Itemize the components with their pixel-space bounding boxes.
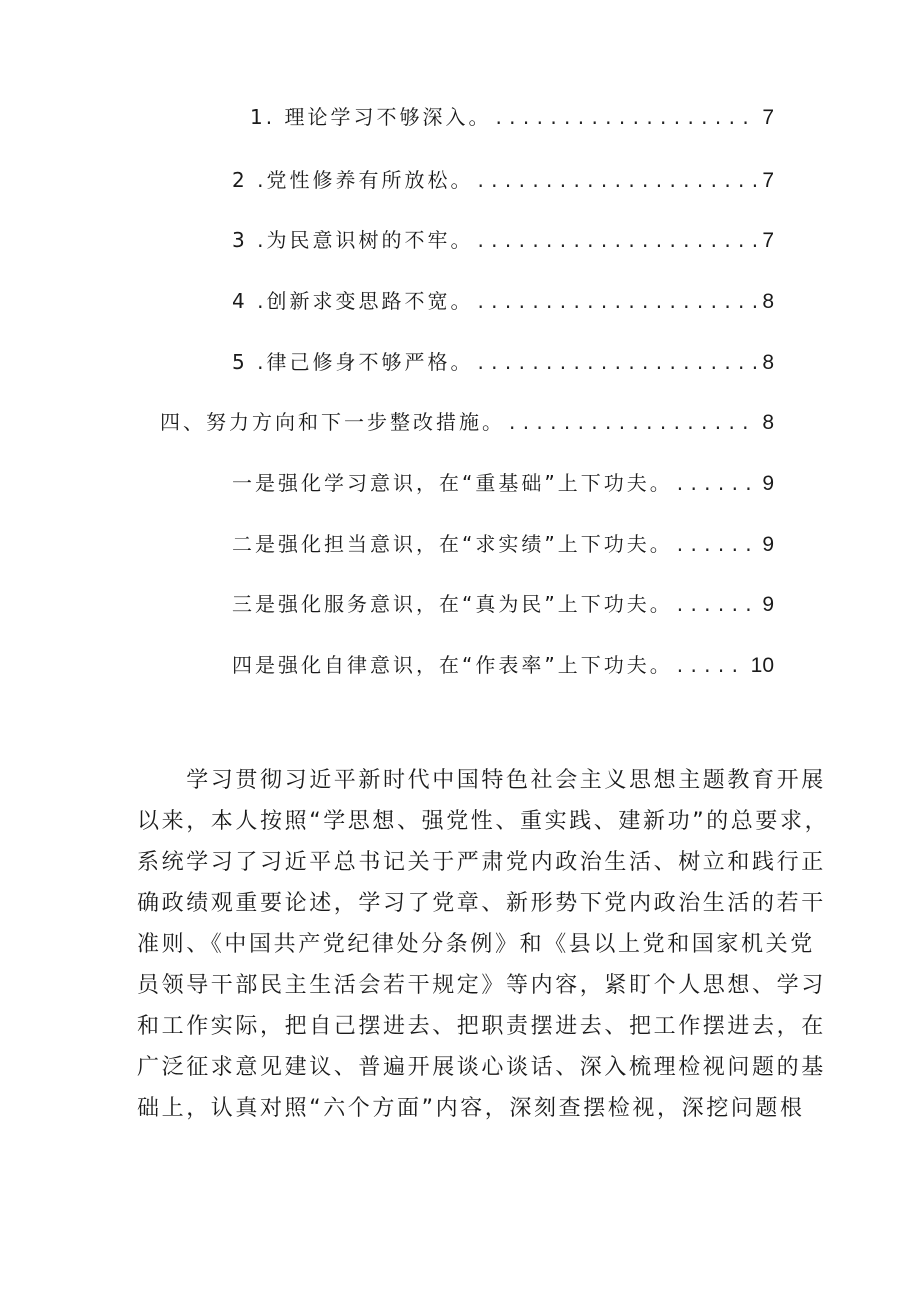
toc-entry[interactable]: [232, 166, 774, 195]
toc-page-number: 7: [762, 229, 774, 252]
paragraph-line: 广泛征求意见建议、普遍开展谈心谈话、深入梳理检视问题的基: [137, 1055, 826, 1080]
toc-entry[interactable]: [232, 530, 774, 559]
toc-entry[interactable]: [160, 408, 774, 437]
toc-page-number: 10: [750, 654, 774, 677]
paragraph-line: 和工作实际，把自己摆进去、把职责摆进去、把工作摆进去，在: [137, 1014, 826, 1039]
toc-page-number: 9: [762, 472, 774, 495]
toc-page-number: 7: [762, 169, 774, 192]
toc-entry[interactable]: [232, 348, 774, 377]
paragraph-line: 准则、《中国共产党纪律处分条例》和《县以上党和国家机关党: [137, 932, 815, 957]
paragraph-line: 础上，认真对照“六个方面”内容，深刻查摆检视，深挖问题根: [137, 1096, 805, 1121]
toc-entry-title: 4 .创新求变思路不宽。: [232, 289, 474, 313]
toc-dot-leader: [477, 166, 756, 194]
toc-dot-leader: [477, 348, 756, 376]
toc-entry[interactable]: [250, 103, 774, 132]
toc-dot-leader: [477, 226, 756, 254]
toc-dot-leader: [477, 287, 756, 315]
toc-entry[interactable]: [232, 590, 774, 619]
toc-page-number: 8: [762, 351, 774, 374]
toc-page-number: 7: [762, 106, 774, 129]
toc-entry-title: 三是强化服务意识，在“真为民”上下功夫。: [232, 592, 673, 616]
toc-dot-leader: [677, 469, 757, 497]
paragraph-line: 确政绩观重要论述，学习了党章、新形势下党内政治生活的若干: [137, 891, 826, 916]
toc-entry[interactable]: [232, 469, 774, 498]
paragraph-line: 学习贯彻习近平新时代中国特色社会主义思想主题教育开展: [137, 768, 826, 793]
toc-entry[interactable]: [232, 651, 774, 680]
toc-entry-title: 2 .党性修养有所放松。: [232, 168, 474, 192]
toc-entry[interactable]: [232, 287, 774, 316]
toc-page-number: 9: [762, 593, 774, 616]
toc-dot-leader: [677, 590, 757, 618]
paragraph-line: 系统学习了习近平总书记关于严肃党内政治生活、树立和践行正: [137, 850, 826, 875]
body-paragraph: [137, 760, 830, 1129]
toc-page-number: 9: [762, 533, 774, 556]
toc-entry-title: 四是强化自律意识，在“作表率”上下功夫。: [232, 653, 673, 677]
toc-entry-title: 二是强化担当意识，在“求实绩”上下功夫。: [232, 532, 673, 556]
toc-entry[interactable]: [232, 226, 774, 255]
toc-entry-title: 一是强化学习意识，在“重基础”上下功夫。: [232, 471, 673, 495]
toc-entry-title: 四、努力方向和下一步整改措施。: [160, 410, 505, 434]
paragraph-line: 以来，本人按照“学思想、强党性、重实践、建新功”的总要求，: [137, 809, 830, 834]
toc-dot-leader: [677, 530, 757, 558]
toc-page-number: 8: [762, 290, 774, 313]
toc-dot-leader: [495, 103, 756, 131]
toc-page-number: 8: [762, 411, 774, 434]
toc-entry-title: 5 .律己修身不够严格。: [232, 350, 474, 374]
paragraph-line: 员领导干部民主生活会若干规定》等内容，紧盯个人思想、学习: [137, 973, 826, 998]
toc-entry-title: 3 .为民意识树的不牢。: [232, 228, 474, 252]
toc-dot-leader: [509, 408, 756, 436]
toc-entry-title: 1. 理论学习不够深入。: [250, 105, 492, 129]
toc-dot-leader: [677, 651, 745, 679]
